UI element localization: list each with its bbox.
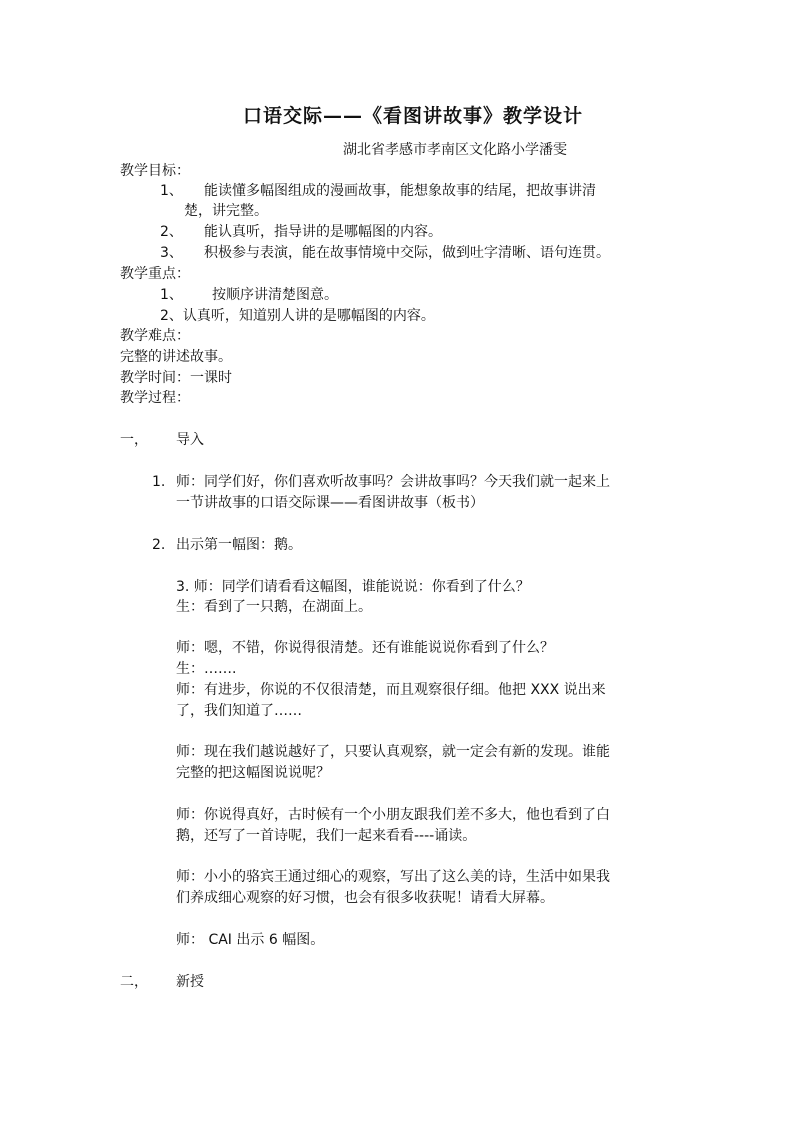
goal-item-number: 3、 [160,245,183,261]
author-line: 湖北省孝感市孝南区文化路小学潘雯 [343,142,567,158]
dialog-line: 完整的把这幅图说说呢？ [176,765,330,781]
dialog-line: 3. 师：同学们请看看这幅图，谁能说说：你看到了什么？ [176,579,530,595]
dialog-line: 生：看到了一只鹅，在湖面上。 [176,599,372,615]
key-point-text: 按顺序讲清楚图意。 [212,287,338,303]
teaching-time: 教学时间：一课时 [120,370,232,386]
section-title: 新授 [176,974,204,990]
dialog-line: 师：你说得真好，古时候有一个小朋友跟我们差不多大，他也看到了白 [176,807,610,823]
key-point-number: 1、 [160,287,183,303]
section-number: 一， [120,432,148,448]
list-item-text: 师：同学们好，你们喜欢听故事吗？会讲故事吗？今天我们就一起来上 [176,474,610,490]
goal-item-text-continued: 楚，讲完整。 [184,203,268,219]
dialog-line: 师：现在我们越说越好了，只要认真观察，就一定会有新的发现。谁能 [176,744,610,760]
goal-item-number: 2、 [160,224,183,240]
key-points-heading: 教学重点： [120,266,190,282]
goals-heading: 教学目标： [120,163,190,179]
key-point-text: 2、认真听，知道别人讲的是哪幅图的内容。 [160,308,435,324]
dialog-line: 师：嗯，不错，你说得很清楚。还有谁能说说你看到了什么？ [176,640,554,656]
list-item-number: 2. [152,537,166,553]
process-heading: 教学过程： [120,390,190,406]
dialog-line: 师：小小的骆宾王通过细心的观察，写出了这么美的诗，生活中如果我 [176,869,610,885]
dialog-line: 了，我们知道了…… [176,703,302,719]
dialog-line: 们养成细心观察的好习惯，也会有很多收获呢！请看大屏幕。 [176,890,554,906]
difficulty-text: 完整的讲述故事。 [120,349,232,365]
list-item-text: 出示第一幅图：鹅。 [176,537,302,553]
section-number: 二， [120,974,148,990]
list-item-text-continued: 一节讲故事的口语交际课——看图讲故事（板书） [176,495,484,511]
list-item-number: 1. [152,474,166,490]
goal-item-text: 能读懂多幅图组成的漫画故事，能想象故事的结尾，把故事讲清 [204,183,596,199]
dialog-line: 师：有进步，你说的不仅很清楚，而且观察很仔细。他把 XXX 说出来 [176,682,606,698]
goal-item-text: 积极参与表演，能在故事情境中交际，做到吐字清晰、语句连贯。 [204,245,610,261]
document-title: 口语交际——《看图讲故事》教学设计 [243,105,584,127]
goal-item-number: 1、 [160,183,183,199]
dialog-line: 鹅，还写了一首诗呢，我们一起来看看----诵读。 [176,828,477,844]
goal-item-text: 能认真听，指导讲的是哪幅图的内容。 [204,224,442,240]
difficulty-heading: 教学难点： [120,328,190,344]
dialog-line: 师： CAI 出示 6 幅图。 [176,932,325,948]
section-title: 导入 [176,432,204,448]
dialog-line: 生：……. [176,661,237,677]
